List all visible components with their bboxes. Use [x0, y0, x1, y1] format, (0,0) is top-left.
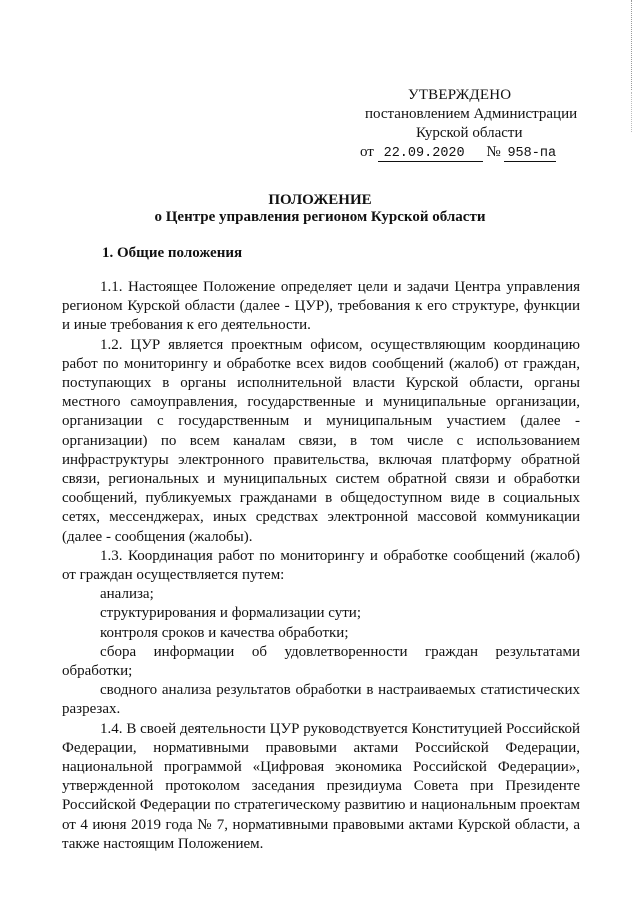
- paragraph-1-2: 1.2. ЦУР является проектным офисом, осуществляющим координацию работ по мониторингу и обработке всех видов сообщений (жалоб) от граждан, поступающих в органы исполнительной власти Курской области, органы местного самоуправления, государственные и муниципальные организации, организации с государственным и муниципальным участием (далее - организации) по всем каналам связи, в том числе с использованием инфраструктуры электронного правительства, включая платформу обратной связи, региональных и муниципальных систем обратной связи и обработки сообщений, публикуемых гражданами в общедоступном виде в социальных сетях, мессенджерах, иных средствах электронной массовой коммуникации (далее - сообщения (жалобы).: [62, 336, 580, 545]
- paragraph-1-4: 1.4. В своей деятельности ЦУР руководствуется Конституцией Российской Федерации, нормативными правовыми актами Российской Федерации, национальной программой «Цифровая экономика Российской Федерации», утвержденной протоколом заседания президиума Совета при Президенте Российской Федерации по стратегическому развитию и национальным проектам от 4 июня 2019 года № 7, нормативными правовыми актами Курской области, а также настоящим Положением.: [62, 720, 580, 852]
- list-item: сбора информации об удовлетворенности граждан результатами обработки;: [62, 643, 580, 680]
- list-item: контроля сроков и качества обработки;: [100, 624, 349, 641]
- approval-block: [360, 86, 590, 162]
- section-heading: 1. Общие положения: [102, 245, 243, 261]
- list-item: сводного анализа результатов обработки в настраиваемых статистических разрезах.: [62, 682, 580, 718]
- list-item: анализа;: [100, 586, 154, 603]
- scan-edge-mark-lower: [631, 92, 633, 132]
- approval-date: 22.09.2020: [378, 146, 483, 162]
- number-prefix: №: [486, 144, 501, 160]
- document-subtitle: о Центре управления регионом Курской области: [154, 209, 486, 225]
- approval-title: УТВЕРЖДЕНО: [408, 87, 512, 103]
- date-prefix: от: [360, 144, 374, 160]
- paragraph-1-1: 1.1. Настоящее Положение определяет цели и задачи Центра управления регионом Курской области (далее - ЦУР), требования к его структуре, функции и иные требования к его деятельности.: [62, 279, 580, 334]
- list-item: структурирования и формализации сути;: [100, 605, 362, 622]
- approval-line-2: Курской области: [416, 125, 523, 141]
- paragraph-1-3: 1.3. Координация работ по мониторингу и обработке сообщений (жалоб) от граждан осуществляется путем:: [62, 547, 580, 584]
- scan-edge-mark: [631, 0, 633, 90]
- approval-date-line: [360, 143, 590, 162]
- approval-line-1: постановлением Администрации: [365, 106, 578, 122]
- document-title: ПОЛОЖЕНИЕ: [268, 192, 372, 208]
- section-body: [62, 278, 580, 854]
- approval-number: 958-па: [504, 146, 556, 162]
